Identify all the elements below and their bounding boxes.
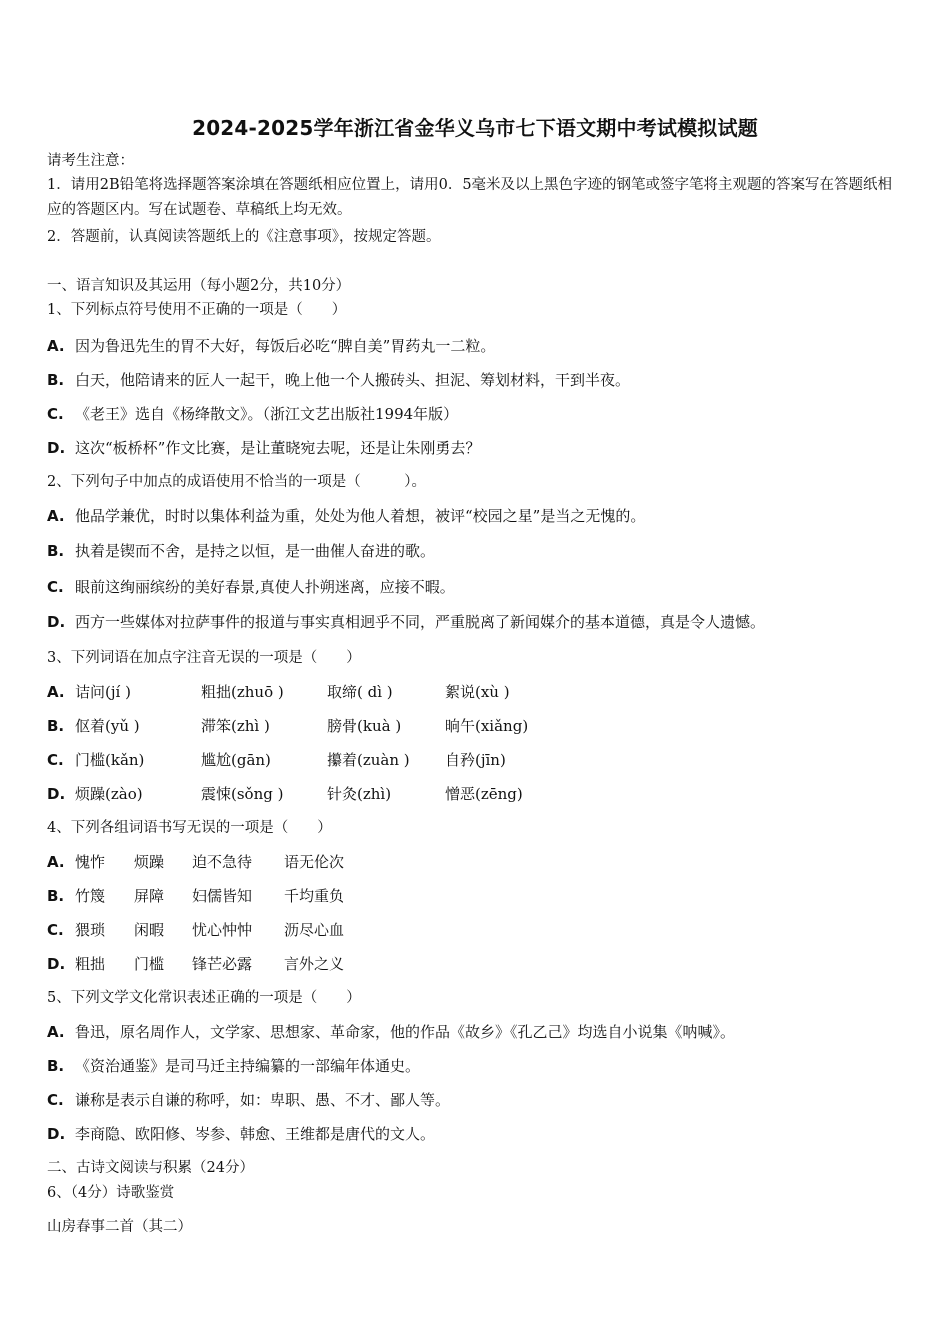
word-cell: 憎恶(zēng) — [445, 785, 523, 803]
option-letter: A. — [47, 683, 65, 701]
option-letter: B. — [47, 371, 65, 389]
poem-title: 山房春事二首（其二） — [47, 1219, 192, 1235]
option-letter: B. — [47, 887, 65, 905]
word-cell: 烦躁 — [134, 853, 165, 871]
option-letter: B. — [47, 1057, 65, 1075]
section-2-heading: 二、古诗文阅读与积累（24分） — [47, 1160, 254, 1176]
question-3-option-a — [47, 682, 565, 702]
page-title: 2024-2025学年浙江省金华义乌市七下语文期中考试模拟试题 — [192, 116, 758, 140]
section-1-heading: 一、语言知识及其运用（每小题2分，共10分） — [47, 278, 351, 294]
option-letter: B. — [47, 717, 65, 735]
option-cells — [75, 682, 565, 702]
question-5-option-d — [47, 1124, 435, 1144]
question-4-stem: 4、下列各组词语书写无误的一项是（ ） — [47, 820, 332, 836]
word-cell: 闲暇 — [134, 921, 165, 939]
question-1-option-b — [47, 370, 630, 390]
word-cell: 忧心忡忡 — [192, 921, 253, 939]
option-text: 西方一些媒体对拉萨事件的报道与事实真相迥乎不同，严重脱离了新闻媒介的基本道德，真是令人遗憾。 — [75, 613, 766, 631]
option-letter: D. — [47, 785, 66, 803]
question-5-stem: 5、下列文学文化常识表述正确的一项是（ ） — [47, 990, 361, 1006]
word-cell: 絮说(xù ) — [445, 683, 510, 701]
option-letter: C. — [47, 578, 64, 596]
option-text: 《老王》选自《杨绛散文》。（浙江文艺出版社1994年版） — [75, 405, 459, 423]
question-2-option-c — [47, 577, 455, 597]
option-text: 鲁迅，原名周作人，文学家、思想家、革命家，他的作品《故乡》《孔乙己》均选自小说集《呐喊》。 — [75, 1023, 736, 1041]
option-cells — [75, 750, 565, 770]
word-cell: 门槛(kǎn) — [75, 751, 145, 769]
word-cell: 猥琐 — [75, 921, 106, 939]
question-3-stem: 3、下列词语在加点字注音无误的一项是（ ） — [47, 650, 361, 666]
word-cell: 迫不急待 — [192, 853, 253, 871]
word-cell: 针灸(zhì) — [327, 785, 392, 803]
option-cells — [75, 716, 565, 736]
word-cell: 伛着(yǔ ) — [75, 717, 140, 735]
word-cell: 自矜(jīn) — [445, 751, 506, 769]
option-cells — [75, 852, 374, 872]
option-letter: D. — [47, 955, 66, 973]
question-2-stem: 2、下列句子中加点的成语使用不恰当的一项是（ ）。 — [47, 474, 426, 490]
question-2-option-b — [47, 541, 435, 561]
word-cell: 烦躁(zào) — [75, 785, 143, 803]
option-letter: C. — [47, 751, 64, 769]
option-letter: A. — [47, 1023, 65, 1041]
word-cell: 语无伦次 — [284, 853, 345, 871]
word-cell: 攥着(zuàn ) — [327, 751, 410, 769]
notice-item-1: 1．请用2B铅笔将选择题答案涂填在答题纸相应位置上，请用0．5毫米及以上黑色字迹的钢笔或签字笔将主观题的答案写在答题纸相应的答题区内。写在试题卷、草稿纸上均无效。 — [47, 177, 893, 218]
word-cell: 言外之义 — [284, 955, 345, 973]
option-letter: A. — [47, 337, 65, 355]
word-cell: 震悚(sǒng ) — [201, 785, 284, 803]
question-6-stem: 6、（4分）诗歌鉴赏 — [47, 1185, 175, 1201]
word-cell: 粗拙 — [75, 955, 106, 973]
word-cell: 千均重负 — [284, 887, 345, 905]
question-4-option-b — [47, 886, 374, 906]
word-cell: 愧怍 — [75, 853, 106, 871]
question-5-option-a — [47, 1022, 735, 1042]
option-text: 眼前这绚丽缤纷的美好春景,真使人扑朔迷离，应接不暇。 — [75, 578, 455, 596]
question-4-option-c — [47, 920, 374, 940]
notice-item-2: 2．答题前，认真阅读答题纸上的《注意事项》，按规定答题。 — [47, 229, 441, 245]
option-letter: D. — [47, 613, 66, 631]
word-cell: 锋芒必露 — [192, 955, 253, 973]
question-2-option-d — [47, 612, 765, 632]
option-letter: C. — [47, 921, 64, 939]
option-letter: C. — [47, 1091, 64, 1109]
word-cell: 竹篾 — [75, 887, 106, 905]
option-letter: A. — [47, 853, 65, 871]
option-cells — [75, 886, 374, 906]
option-text: 《资治通鉴》是司马迁主持编纂的一部编年体通史。 — [75, 1057, 421, 1075]
word-cell: 门槛 — [134, 955, 165, 973]
word-cell: 滞笨(zhì ) — [201, 717, 270, 735]
notice-heading: 请考生注意： — [47, 153, 134, 169]
question-3-option-c — [47, 750, 565, 770]
option-cells — [75, 920, 374, 940]
question-5-option-b — [47, 1056, 420, 1076]
option-cells — [75, 784, 565, 804]
option-cells — [75, 954, 374, 974]
question-1-option-d — [47, 438, 480, 458]
option-letter: D. — [47, 1125, 66, 1143]
option-text: 这次“板桥杯”作文比赛，是让董晓宛去呢，还是让朱刚勇去？ — [75, 439, 481, 457]
question-3-option-b — [47, 716, 565, 736]
option-text: 白天，他陪请来的匠人一起干，晚上他一个人搬砖头、担泥、筹划材料，干到半夜。 — [75, 371, 631, 389]
word-cell: 尴尬(gān) — [201, 751, 271, 769]
question-1-option-a — [47, 336, 495, 356]
question-2-option-a — [47, 506, 645, 526]
word-cell: 诘问(jí ) — [75, 683, 131, 701]
option-letter: C. — [47, 405, 64, 423]
word-cell: 晌午(xiǎng) — [445, 717, 529, 735]
word-cell: 粗拙(zhuō ) — [201, 683, 284, 701]
option-letter: D. — [47, 439, 66, 457]
option-text: 因为鲁迅先生的胃不大好，每饭后必吃“脾自美”胃药丸一二粒。 — [75, 337, 496, 355]
option-text: 执着是锲而不舍，是持之以恒，是一曲催人奋进的歌。 — [75, 542, 436, 560]
option-text: 李商隐、欧阳修、岑参、韩愈、王维都是唐代的文人。 — [75, 1125, 436, 1143]
question-1-stem: 1、下列标点符号使用不正确的一项是（ ） — [47, 302, 347, 318]
question-4-option-d — [47, 954, 374, 974]
question-1-option-c — [47, 404, 458, 424]
question-4-option-a — [47, 852, 374, 872]
option-letter: B. — [47, 542, 65, 560]
question-5-option-c — [47, 1090, 450, 1110]
option-text: 他品学兼优，时时以集体利益为重，处处为他人着想，被评“校园之星”是当之无愧的。 — [75, 507, 646, 525]
option-letter: A. — [47, 507, 65, 525]
word-cell: 沥尽心血 — [284, 921, 345, 939]
question-3-option-d — [47, 784, 565, 804]
word-cell: 膀骨(kuà ) — [327, 717, 402, 735]
word-cell: 取缔( dì ) — [327, 683, 393, 701]
word-cell: 妇儒皆知 — [192, 887, 253, 905]
option-text: 谦称是表示自谦的称呼，如：卑职、愚、不才、鄙人等。 — [75, 1091, 451, 1109]
word-cell: 屏障 — [134, 887, 165, 905]
